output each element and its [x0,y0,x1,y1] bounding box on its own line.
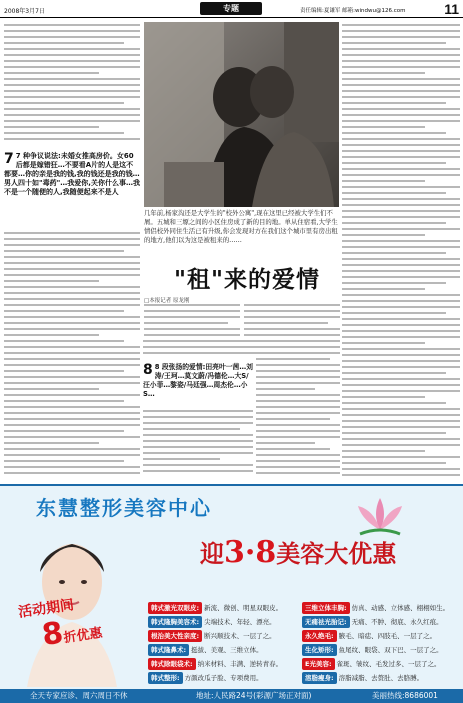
text-line [342,270,460,272]
text-line [4,448,140,450]
left-column-text-top [4,24,140,149]
text-line [342,426,460,428]
sidebar-number: 8 [143,362,153,378]
text-line [342,258,460,260]
text-line [256,352,340,354]
text-line [342,156,460,158]
text-line [144,334,240,336]
service-item [302,630,436,642]
service-text: 方颜改瓜子脸、专项费用。 [184,674,263,682]
service-text: 腋毛、暗痣、四肢毛、一层了之。 [338,632,437,640]
text-line [144,304,240,306]
service-item [302,658,441,670]
text-line [143,440,253,442]
text-line [342,300,460,302]
text-line [4,424,140,426]
ad-footer-bar [0,689,463,703]
text-line [342,414,460,416]
text-line [256,418,330,420]
service-item [148,630,276,642]
text-line [4,66,140,68]
text-line [256,436,340,438]
text-line [342,84,460,86]
text-line [4,60,140,62]
text-line [256,394,340,396]
text-line [4,316,140,318]
text-line [4,394,140,396]
text-line [342,336,460,338]
text-line [244,334,340,336]
service-tag: 生化矫形: [302,644,337,656]
text-line [256,424,340,426]
text-line [4,454,140,456]
text-line [4,328,140,330]
text-line [4,460,124,462]
text-line [342,342,425,344]
text-line [4,54,140,56]
text-line [143,464,253,466]
text-line [4,24,140,26]
text-line [4,340,124,342]
text-line [143,458,220,460]
service-item [302,616,443,628]
text-line [4,436,140,438]
text-line [4,364,140,366]
text-line [256,340,340,342]
text-line [256,400,340,402]
text-line [342,96,460,98]
text-line [143,470,253,472]
text-line [4,48,140,50]
text-line [143,352,253,354]
text-line [4,334,99,336]
text-line [244,322,328,324]
text-line [342,330,460,332]
text-line [342,222,446,224]
service-tag: 永久绝毛: [302,630,337,642]
text-line [342,192,446,194]
text-line [143,340,253,342]
text-line [4,412,140,414]
service-tag: 三维立体丰胸: [302,602,350,614]
center-column-text-3 [143,340,253,360]
text-line [342,198,460,200]
text-line [4,442,99,444]
text-line [4,126,99,128]
text-line [342,390,460,392]
text-line [4,274,140,276]
center-column-text-4 [143,410,253,480]
text-line [342,180,425,182]
text-line [4,132,124,134]
discount-label: 折优惠 [62,625,104,647]
service-text: 仿真、动感、立体感、栩栩如生。 [351,604,450,612]
page-number: 11 [444,1,459,17]
text-line [4,262,140,264]
text-line [342,54,460,56]
text-line [342,144,460,146]
text-line [244,316,340,318]
text-line [256,442,315,444]
service-tag: 根治美大性亲度: [148,630,202,642]
text-line [342,402,446,404]
campaign-label: 活动期间 [17,597,75,621]
text-line [342,372,446,374]
text-line [342,384,460,386]
text-line [256,376,340,378]
text-line [342,168,460,170]
text-line [4,78,140,80]
text-line [342,276,460,278]
service-tag: 韩式激光双眼皮: [148,602,202,614]
service-item [302,644,443,656]
text-line [4,370,124,372]
text-line [4,102,124,104]
text-line [4,310,124,312]
service-text: 挺拔、美观、三维立体。 [191,646,263,654]
text-line [342,48,460,50]
article-title: "租"来的爱情 [174,266,320,293]
service-text: 无痛、不肿、彻底、永久红痕。 [351,618,443,626]
text-line [342,132,446,134]
text-line [342,312,446,314]
text-line [4,138,140,140]
text-line [256,448,330,450]
text-line [143,346,253,348]
sidebar-text: 8 段张扬的爱情:田亮叶一茜…刘涛/王珂…莫文蔚/冯德伦…大S/汪小菲…黎姿/马廷强…周杰伦…小S… [143,363,253,398]
couple-photo [144,22,339,207]
promo-date: 3·8 [224,535,277,570]
text-line [244,304,340,306]
text-line [342,138,460,140]
editor-credit: 责任编辑:夏谦军 邮箱:windwu@126.com [300,8,406,14]
photo-caption: 几年前,杨家沟还是大学生的"校外公寓",现在这里已经被大学生们不屑。五城和三塬之间的小区住房成了新的目的地。单从住宿看,大学生情侣校外同住生活已有升级,你会发现对方在我们这个城市里有房出租的地方,他们以为这是被租来的…… [144,209,338,244]
text-line [4,388,99,390]
text-line [4,406,140,408]
text-line [342,102,446,104]
promo-suffix: 美容大优惠 [276,539,397,568]
text-line [256,406,340,408]
text-line [342,444,460,446]
text-line [342,60,460,62]
text-line [4,352,140,354]
service-tag: 韩式隆胸美容术: [148,616,202,628]
text-line [4,292,140,294]
text-line [4,286,140,288]
text-line [143,452,253,454]
text-line [342,468,460,470]
service-item [148,644,263,656]
page-header [0,0,463,18]
article-byline: □本报记者 原龙刚 [144,298,190,304]
text-line [244,310,340,312]
service-text: 断兴顺技术、一层了之。 [204,632,276,640]
text-line [144,322,228,324]
text-line [256,412,340,414]
service-tag: E光美容: [302,658,335,670]
service-item [302,672,423,684]
right-column-text [342,24,460,480]
service-item [148,616,276,628]
service-text: 鱼尾纹、眼袋、双下巴、一层了之。 [338,646,443,654]
text-line [256,472,340,474]
text-line [244,328,340,330]
text-line [143,416,253,418]
text-line [342,204,460,206]
text-line [342,396,425,398]
text-line [4,256,140,258]
footer-phone: 美丽热线:8686001 [372,691,438,700]
lotus-icon [350,490,410,540]
text-line [342,360,460,362]
text-line [4,108,140,110]
text-line [143,434,253,436]
text-line [256,364,340,366]
text-line [4,376,140,378]
text-line [4,280,99,282]
text-line [342,234,425,236]
text-line [4,232,140,234]
discount-badge [6,586,136,653]
service-tag: 溶脂瘦身: [302,672,337,684]
service-tag: 韩式整形: [148,672,183,684]
text-line [4,120,140,122]
text-line [4,96,140,98]
text-line [342,162,446,164]
service-tag: 无痛祛光胎记: [302,616,350,628]
text-line [4,382,140,384]
text-line [342,210,460,212]
text-line [342,450,425,452]
text-line [4,238,140,240]
text-line [4,304,140,306]
text-line [342,294,460,296]
text-line [4,84,140,86]
text-line [144,328,240,330]
text-line [342,264,460,266]
text-line [342,120,460,122]
text-line [4,268,140,270]
text-line [4,42,124,44]
text-line [4,322,140,324]
text-line [342,432,446,434]
sidebar-text: 7 种争议说法:未婚女推高房价。女60后都是嫁错狂…不要看A片的人是这不都要…你的亲是我的钱,我的钱还是我的钱…男人四十如"毒药"…我爱你,关你什么事…我不是一个随便的人,我随便起来不是人 [4,152,140,196]
text-line [342,228,460,230]
text-line [256,388,315,390]
sidebar-number: 7 [4,151,14,167]
service-item [148,672,263,684]
promo-prefix: 迎 [200,539,224,568]
text-line [342,24,460,26]
text-line [342,252,446,254]
left-column-text-bottom [4,232,140,480]
clinic-name: 东慧整形美容中心 [36,496,212,520]
footer-address: 地址:人民路24号(彩源广场正对面) [196,691,312,700]
text-line [4,72,99,74]
text-line [342,36,460,38]
service-text: 雀斑、皱纹、毛发过多、一层了之。 [336,660,441,668]
text-line [256,382,340,384]
center-column-text-5 [256,340,340,480]
text-line [4,466,140,468]
sidebar-headline-7 [4,152,140,197]
text-line [342,150,460,152]
footer-hours: 全天专家应诊、周六周日不休 [30,691,128,700]
text-line [342,186,460,188]
text-line [342,114,460,116]
section-label: 专题 [200,2,262,15]
service-item [148,602,282,614]
text-line [342,78,460,80]
text-line [4,114,140,116]
text-line [143,428,240,430]
service-text: 溶脂减脂、去赘肚、去胳膊。 [338,674,424,682]
text-line [4,298,140,300]
service-item [302,602,449,614]
text-line [4,346,140,348]
service-tag: 韩式隆鼻术: [148,644,189,656]
text-line [342,378,460,380]
text-line [342,366,460,368]
text-line [256,454,340,456]
text-line [4,250,124,252]
text-line [256,460,340,462]
text-line [342,66,460,68]
text-line [256,346,340,348]
text-line [342,72,425,74]
text-line [342,90,460,92]
text-line [4,430,124,432]
issue-date: 2008年3月7日 [4,8,45,15]
service-item [148,658,282,670]
clinic-advertisement [0,484,463,703]
text-line [342,420,460,422]
text-line [342,408,460,410]
text-line [4,400,124,402]
service-tag: 韩式除眼袋术: [148,658,196,670]
text-line [342,126,425,128]
text-line [256,358,330,360]
text-line [342,438,460,440]
promo-headline [200,534,396,570]
text-line [342,42,446,44]
text-line [342,324,460,326]
text-line [143,446,253,448]
text-line [342,246,460,248]
text-line [144,310,240,312]
text-line [342,30,460,32]
text-line [4,244,140,246]
text-line [256,370,340,372]
sidebar-headline-8 [143,363,253,399]
text-line [342,174,460,176]
text-line [342,348,460,350]
text-line [342,462,446,464]
text-line [342,306,460,308]
text-line [342,354,460,356]
text-line [342,318,460,320]
text-line [4,30,140,32]
text-line [143,410,253,412]
text-line [342,108,460,110]
text-line [342,474,460,476]
text-line [342,240,460,242]
text-line [4,358,140,360]
text-line [342,456,460,458]
text-line [342,288,425,290]
text-line [4,90,140,92]
text-line [342,216,460,218]
discount-number: 8 [39,615,66,653]
text-line [143,422,253,424]
service-text: 尖端技术、年轻、漂亮。 [204,618,276,626]
text-line [342,282,446,284]
text-line [256,466,340,468]
text-line [144,316,240,318]
text-line [4,418,140,420]
text-line [256,430,340,432]
service-text: 新流、微创、明星双眼皮。 [204,604,283,612]
service-text: 纳米材料、丰满、逆转青春。 [197,660,283,668]
text-line [4,472,140,474]
text-line [4,36,140,38]
